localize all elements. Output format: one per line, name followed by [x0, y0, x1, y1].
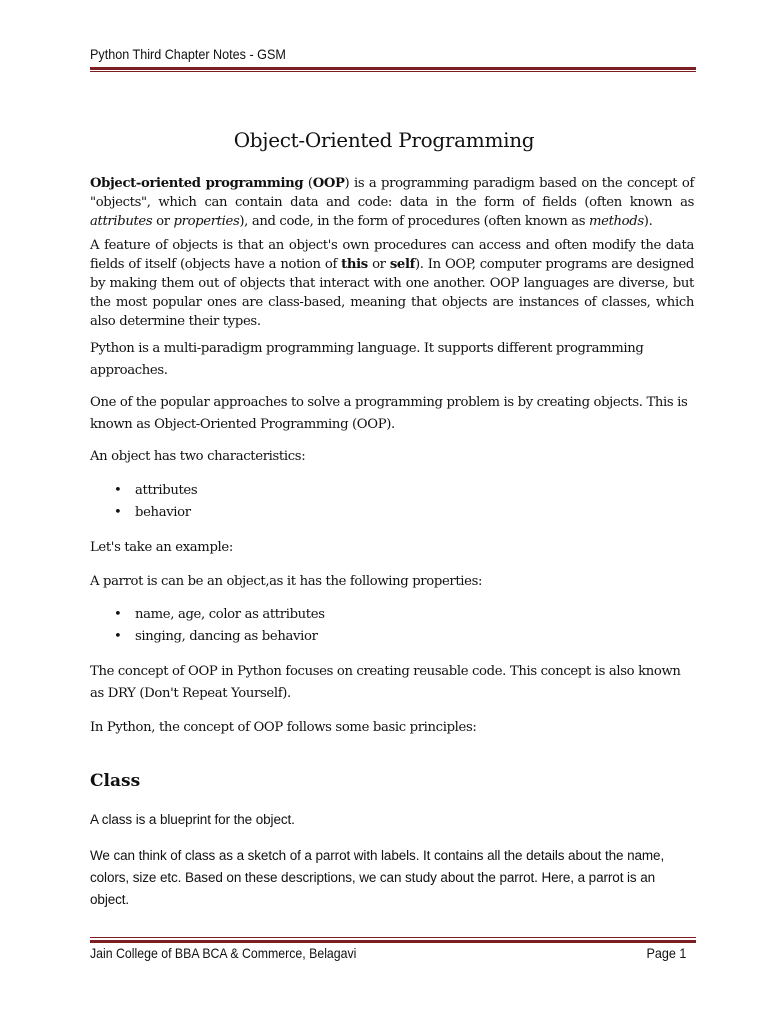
footer-rule-thin [90, 937, 696, 938]
characteristics-list [90, 480, 694, 524]
list-item: • behavior [90, 502, 694, 524]
document-title: Object-Oriented Programming [233, 128, 535, 152]
list-item: • attributes [90, 480, 694, 502]
paragraph-multi-paradigm: Python is a multi-paradigm programming language. It supports different programming approaches. [90, 341, 644, 378]
paragraph-popular-approach: One of the popular approaches to solve a programming problem is by creating objects. This is known as Object-Oriented Programming (OOP). [90, 395, 688, 432]
parrot-properties-list [90, 604, 694, 648]
list-item: • name, age, color as attributes [90, 604, 694, 626]
paragraph-class-blueprint: A class is a blueprint for the object. [90, 812, 295, 827]
class-heading: Class [90, 771, 141, 791]
paragraph-dry: The concept of OOP in Python focuses on creating reusable code. This concept is also known as DRY (Don't Repeat Yourself). [90, 664, 681, 701]
paragraph-parrot: A parrot is can be an object,as it has the following properties: [90, 574, 483, 589]
bullet-icon: • [114, 505, 122, 520]
term-oop: Object-oriented programming [90, 176, 304, 191]
bullet-icon: • [114, 629, 122, 644]
paragraph-example: Let's take an example: [90, 540, 233, 555]
footer-page-number: Page 1 [646, 945, 686, 961]
footer-college: Jain College of BBA BCA & Commerce, Belagavi [90, 945, 357, 961]
paragraph-class-sketch: We can think of class as a sketch of a parrot with labels. It contains all the details about the name, colors, size etc. Based on these descriptions, we can study about the parrot. Here, a parrot is an object. [90, 848, 665, 907]
abbr-oop: OOP [312, 176, 345, 191]
header-title: Python Third Chapter Notes - GSM [90, 46, 286, 62]
header-rule-thin [90, 71, 696, 72]
paragraph-objects-feature: A feature of objects is that an object's own procedures can access and often modify the data fields of itself (objects have a notion of this or self). In OOP, computer programs are designed by making them out of objects that interact with one another. OOP languages are diverse, but the most popular ones are class-based, meaning that objects are instances of classes, which also determine their types. [90, 238, 695, 329]
bullet-icon: • [114, 607, 122, 622]
paragraph-principles: In Python, the concept of OOP follows some basic principles: [90, 720, 477, 735]
header-rule-thick [90, 67, 696, 70]
bullet-icon: • [114, 483, 122, 498]
paragraph-oop-definition: Object-oriented programming (OOP) is a programming paradigm based on the concept of "objects", which can contain data and code: data in the form of fields (often known as attributes or properties), and code, in the form of procedures (often known as methods). [90, 176, 694, 229]
footer-rule-thick [90, 940, 696, 943]
paragraph-two-characteristics: An object has two characteristics: [90, 449, 306, 464]
list-item: • singing, dancing as behavior [90, 626, 694, 648]
